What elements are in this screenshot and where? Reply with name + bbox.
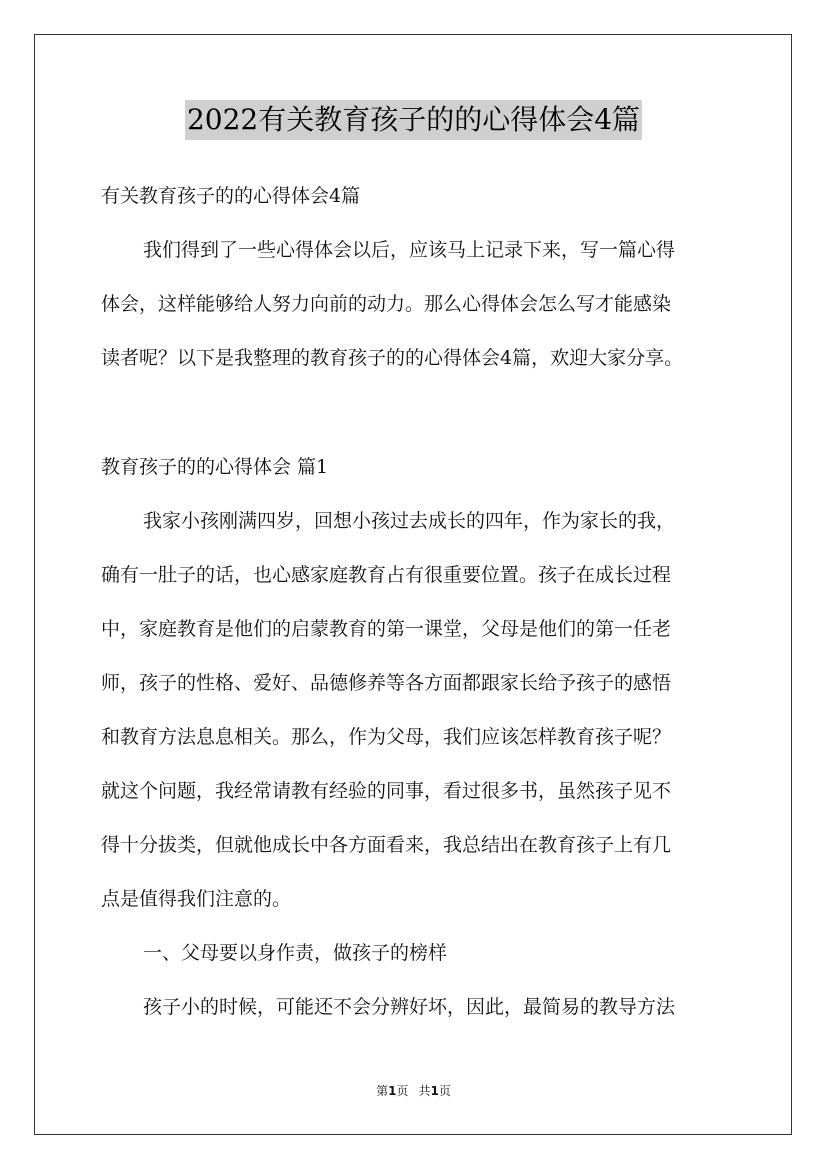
body-line-2: 确有一肚子的话，也心感家庭教育占有很重要位置。孩子在成长过程 <box>101 564 672 586</box>
intro-line-2: 体会，这样能够给人努力向前的动力。那么心得体会怎么写才能感染 <box>101 293 672 315</box>
page-number: 1 <box>388 1084 397 1098</box>
body-line-4: 师，孩子的性格、爱好、品德修养等各方面都跟家长给予孩子的感悟 <box>101 672 672 694</box>
page-footer <box>0 1083 827 1099</box>
section-heading: 教育孩子的的心得体会 篇1 <box>101 456 329 478</box>
body-last-line: 孩子小的时候，可能还不会分辨好坏，因此，最简易的教导方法 <box>143 996 676 1018</box>
body-line-7: 得十分拔类，但就他成长中各方面看来，我总结出在教育孩子上有几 <box>101 834 672 856</box>
body-line-5: 和教育方法息息相关。那么，作为父母，我们应该怎样教育孩子呢？ <box>101 726 672 748</box>
body-line-6: 就这个问题，我经常请教有经验的同事，看过很多书，虽然孩子见不 <box>101 780 672 802</box>
title-container <box>0 100 827 140</box>
total-label-prefix: 共 <box>418 1084 431 1098</box>
document-subtitle: 有关教育孩子的的心得体会4篇 <box>101 185 361 207</box>
page-label-prefix: 第 <box>376 1084 389 1098</box>
intro-line-1: 我们得到了一些心得体会以后，应该马上记录下来，写一篇心得 <box>143 239 676 261</box>
document-title: 2022有关教育孩子的的心得体会4篇 <box>185 100 642 140</box>
total-label-suffix: 页 <box>438 1084 451 1098</box>
body-line-3: 中，家庭教育是他们的启蒙教育的第一课堂，父母是他们的第一任老 <box>101 618 672 640</box>
body-line-1: 我家小孩刚满四岁，回想小孩过去成长的四年，作为家长的我， <box>143 510 676 532</box>
point-heading: 一、父母要以身作责，做孩子的榜样 <box>143 942 448 964</box>
page-label-suffix: 页 <box>396 1084 409 1098</box>
body-line-8: 点是值得我们注意的。 <box>101 888 292 910</box>
total-pages: 1 <box>430 1084 439 1098</box>
intro-line-3: 读者呢？以下是我整理的教育孩子的的心得体会4篇，欢迎大家分享。 <box>101 347 684 369</box>
